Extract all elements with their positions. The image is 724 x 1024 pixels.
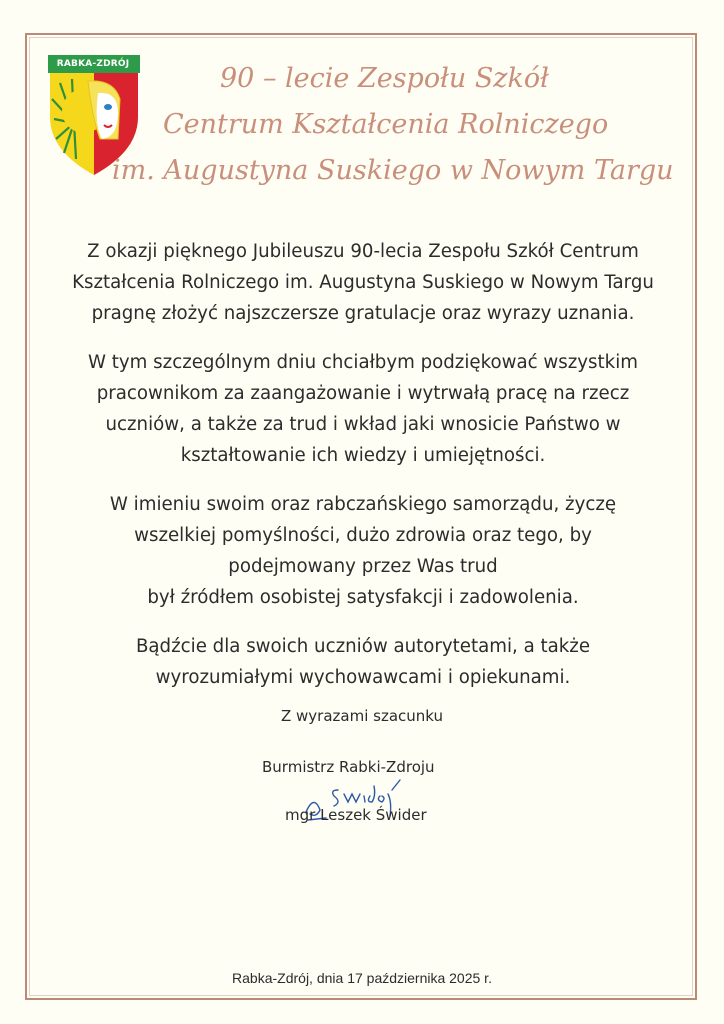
- text-line: Kształcenia Rolniczego im. Augustyna Suskiego w Nowym Targu: [72, 272, 654, 293]
- text-line: wszelkiej pomyślności, dużo zdrowia oraz tego, by: [134, 525, 592, 546]
- text-line: kształtowanie ich wiedzy i umiejętności.: [180, 445, 546, 466]
- text-line: pracownikom za zaangażowanie i wytrwałą pracę na rzecz: [96, 383, 630, 404]
- text-line: pragnę złożyć najszczersze gratulacje oraz wyrazy uznania.: [91, 303, 635, 324]
- date-line: Rabka-Zdrój, dnia 17 października 2025 r.: [232, 970, 492, 986]
- text-line: był źródłem osobistej satysfakcji i zadowolenia.: [147, 587, 579, 608]
- heading-line-2: Centrum Kształcenia Rolniczego: [163, 109, 609, 140]
- heading-line-3: im. Augustyna Suskiego w Nowym Targu: [112, 155, 674, 186]
- crest-label: RABKA-ZDRÓJ: [56, 59, 130, 69]
- text-line: wyrozumiałymi wychowawcami i opiekunami.: [155, 667, 571, 688]
- text-line: podejmowany przez Was trud: [228, 556, 498, 577]
- signatory-name: mgr Leszek Świder: [285, 806, 427, 824]
- paragraph: [60, 347, 666, 471]
- text-line: W tym szczególnym dniu chciałbym podziękować wszystkim: [88, 352, 638, 373]
- paragraph: [60, 236, 666, 329]
- heading-line-1: 90 – lecie Zespołu Szkół: [220, 63, 549, 94]
- signatory-title: Burmistrz Rabki-Zdroju: [262, 758, 435, 776]
- text-line: Z okazji pięknego Jubileuszu 90-lecia Zespołu Szkół Centrum: [87, 241, 639, 262]
- paragraph: [60, 631, 666, 693]
- paragraph: [60, 489, 666, 613]
- closing-regards: Z wyrazami szacunku: [280, 707, 444, 725]
- text-line: Bądźcie dla swoich uczniów autorytetami, a także: [135, 636, 591, 657]
- letter-body: [60, 236, 666, 711]
- text-line: W imieniu swoim oraz rabczańskiego samorządu, życzę: [109, 494, 617, 515]
- text-line: uczniów, a także za trud i wkład jaki wnosicie Państwo w: [105, 414, 621, 435]
